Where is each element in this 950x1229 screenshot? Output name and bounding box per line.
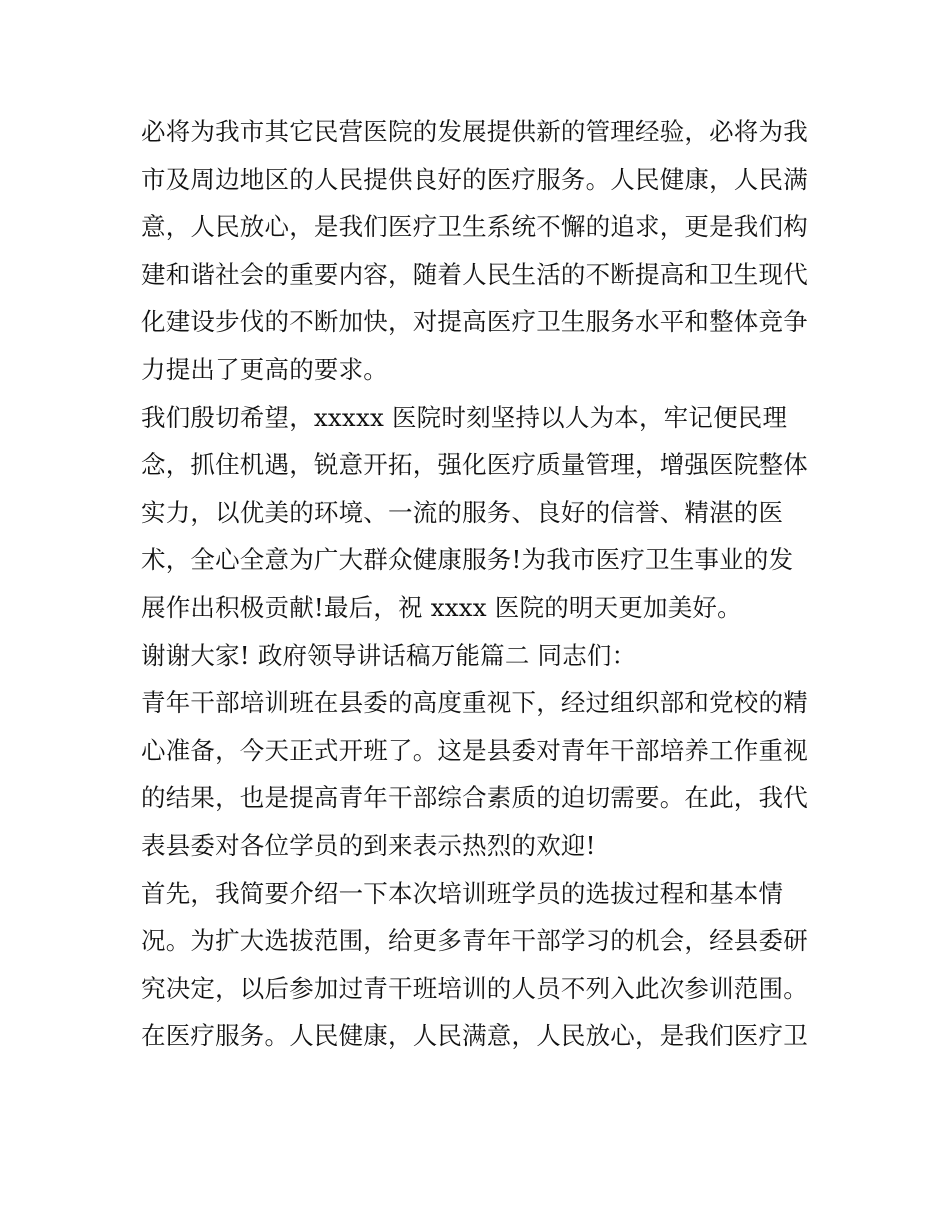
text-line: 首先，我简要介绍一下本次培训班学员的选拔过程和基本情 [141, 878, 784, 908]
text-line: 况。为扩大选拔范围，给更多青年干部学习的机会，经县委研 [141, 926, 808, 956]
text-line: 必将为我市其它民营医院的发展提供新的管理经验，必将为我 [141, 117, 808, 146]
text-line: 术，全心全意为广大群众健康服务!为我市医疗卫生事业的发 [141, 545, 794, 575]
document-body [141, 108, 821, 1060]
text-line: 青年干部培训班在县委的高度重视下，经过组织部和党校的精 [141, 688, 808, 718]
text-line: 实力，以优美的环境、一流的服务、良好的信誉、精湛的医 [141, 497, 784, 527]
text-line: 念，抓住机遇，锐意开拓，强化医疗质量管理，增强医院整体 [141, 450, 808, 480]
text-line: 谢谢大家! 政府领导讲话稿万能篇二 同志们： [141, 640, 637, 670]
text-line: 意，人民放心，是我们医疗卫生系统不懈的追求，更是我们构 [141, 212, 808, 242]
text-line: 建和谐社会的重要内容，随着人民生活的不断提高和卫生现代 [141, 259, 808, 289]
text-line: 究决定，以后参加过青干班培训的人员不列入此次参训范围。 [141, 973, 808, 1003]
text-line: 力提出了更高的要求。 [141, 354, 388, 384]
text-line: 的结果，也是提高青年干部综合素质的迫切需要。在此，我代 [141, 783, 808, 813]
text-line: 市及周边地区的人民提供良好的医疗服务。人民健康，人民满 [141, 164, 808, 194]
text-line: 我们殷切希望，xxxxx 医院时刻坚持以人为本，牢记便民理 [141, 402, 788, 432]
text-line: 心准备，今天正式开班了。这是县委对青年干部培养工作重视 [141, 735, 808, 765]
text-line: 展作出积极贡献!最后，祝 xxxx 医院的明天更加美好。 [141, 592, 742, 622]
text-line: 化建设步伐的不断加快，对提高医疗卫生服务水平和整体竞争 [141, 307, 808, 337]
text-line: 表县委对各位学员的到来表示热烈的欢迎! [141, 830, 596, 860]
text-line: 在医疗服务。人民健康，人民满意，人民放心，是我们医疗卫 [141, 1021, 808, 1051]
